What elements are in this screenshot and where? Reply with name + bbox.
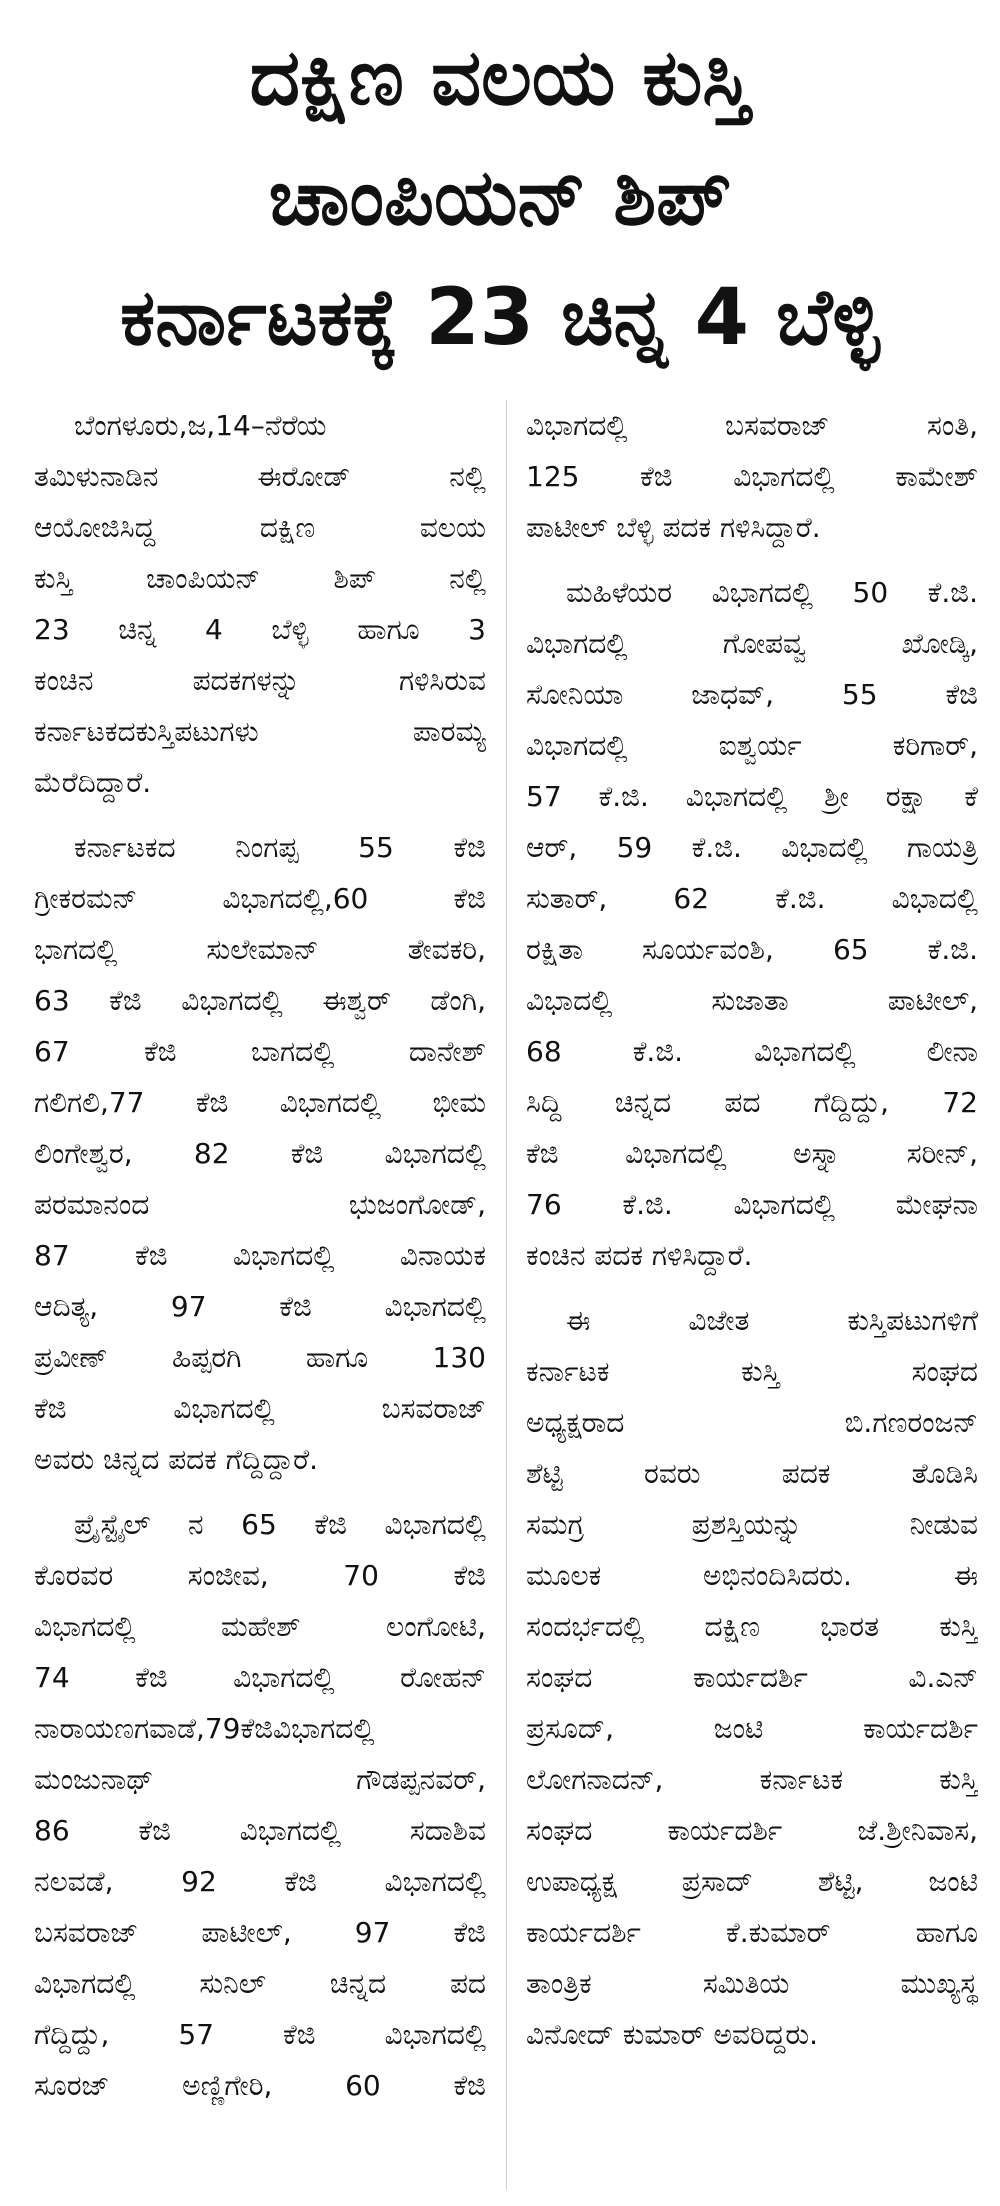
text-line: ಸಂಘದ ಕಾರ್ಯದರ್ಶಿ ಜೆ.ಶ್ರೀನಿವಾಸ, (526, 1814, 978, 1847)
text-line: ಉಪಾಧ್ಯಕ್ಷ ಪ್ರಸಾದ್ ಶೆಟ್ಟಿ, ಜಂಟಿ (526, 1865, 978, 1898)
paragraph (34, 1499, 486, 2111)
text-line: ಕರ್ನಾಟಕದಕುಸ್ತಿಪಟುಗಳು ಪಾರಮ್ಯ (34, 715, 486, 748)
text-line: 23 ಚಿನ್ನ 4 ಬೆಳ್ಳಿ ಹಾಗೂ 3 (34, 613, 486, 646)
right-column (526, 400, 978, 2190)
headline-line-3: ಕರ್ನಾಟಕಕ್ಕೆ 23 ಚಿನ್ನ 4 ಬೆಳ್ಳಿ (120, 273, 880, 363)
text-line: ತಮಿಳುನಾಡಿನ ಈರೋಡ್ ನಲ್ಲಿ (34, 460, 486, 493)
text-line: ಅಧ್ಯಕ್ಷರಾದ ಬಿ.ಗಣರಂಜನ್ (526, 1406, 978, 1439)
text-line: ಕೆಜಿ ವಿಭಾಗದಲ್ಲಿ ಬಸವರಾಜ್ (34, 1392, 486, 1425)
text-line: 87 ಕೆಜಿ ವಿಭಾಗದಲ್ಲಿ ವಿನಾಯಕ (34, 1239, 486, 1272)
text-line: ಕೆಜಿ ವಿಭಾಗದಲ್ಲಿ ಅಸ್ನಾ ಸರೀನ್, (526, 1137, 978, 1170)
text-line: ಪಾಟೀಲ್ ಬೆಳ್ಳಿ ಪದಕ ಗಳಿಸಿದ್ದಾರೆ. (526, 511, 821, 544)
text-line: ರಕ್ಷಿತಾ ಸೂರ್ಯವಂಶಿ, 65 ಕೆ.ಜಿ. (526, 933, 978, 966)
text-line: ಸಮಗ್ರ ಪ್ರಶಸ್ತಿಯನ್ನು ನೀಡುವ (526, 1508, 978, 1541)
text-line: ಆರ್, 59 ಕೆ.ಜಿ. ವಿಭಾದಲ್ಲಿ ಗಾಯತ್ರಿ (526, 831, 978, 864)
text-line: ಈ ವಿಜೇತ ಕುಸ್ತಿಪಟುಗಳಿಗೆ (566, 1304, 978, 1337)
text-line: ಅವರು ಚಿನ್ನದ ಪದಕ ಗೆದ್ದಿದ್ದಾರೆ. (34, 1443, 318, 1476)
column-divider (506, 400, 507, 2190)
text-line: ವಿಭಾಗದಲ್ಲಿ ಸುನಿಲ್ ಚಿನ್ನದ ಪದ (34, 1967, 486, 2000)
text-line: ಬಸವರಾಜ್ ಪಾಟೀಲ್, 97 ಕೆಜಿ (34, 1916, 486, 1949)
text-line: ಶೆಟ್ಟಿ ರವರು ಪದಕ ತೊಡಿಸಿ (526, 1457, 978, 1490)
text-line: ಸಂಘದ ಕಾರ್ಯದರ್ಶಿ ವಿ.ಎನ್ (526, 1661, 978, 1694)
text-line: 63 ಕೆಜಿ ವಿಭಾಗದಲ್ಲಿ ಈಶ್ವರ್ ಡೆಂಗಿ, (34, 984, 486, 1017)
text-line: 74 ಕೆಜಿ ವಿಭಾಗದಲ್ಲಿ ರೋಹನ್ (34, 1661, 486, 1694)
text-line: 76 ಕೆ.ಜಿ. ವಿಭಾಗದಲ್ಲಿ ಮೇಘನಾ (526, 1188, 978, 1221)
text-line: ಸುತಾರ್, 62 ಕೆ.ಜಿ. ವಿಭಾದಲ್ಲಿ (526, 882, 978, 915)
text-line: ವಿನೋದ್ ಕುಮಾರ್ ಅವರಿದ್ದರು. (526, 2018, 819, 2051)
text-line: ಕಾರ್ಯದರ್ಶಿ ಕೆ.ಕುಮಾರ್ ಹಾಗೂ (526, 1916, 978, 1949)
text-line: ಮಹಿಳೆಯರ ವಿಭಾಗದಲ್ಲಿ 50 ಕೆ.ಜಿ. (566, 576, 978, 609)
text-line: ಮೆರೆದಿದ್ದಾರೆ. (34, 766, 152, 799)
text-line: 57 ಕೆ.ಜಿ. ವಿಭಾಗದಲ್ಲಿ ಶ್ರೀ ರಕ್ಷಾ ಕೆ (526, 780, 978, 813)
text-line: ಆಯೋಜಿಸಿದ್ದ ದಕ್ಷಿಣ ವಲಯ (34, 511, 486, 544)
text-line: ಸಿದ್ದಿ ಚಿನ್ನದ ಪದ ಗೆದ್ದಿದ್ದು, 72 (526, 1086, 978, 1119)
text-line: ಪ್ರೈಸ್ಟೈಲ್ ನ 65 ಕೆಜಿ ವಿಭಾಗದಲ್ಲಿ (74, 1508, 486, 1541)
headline-line-2: ಚಾಂಪಿಯನ್ ಶಿಪ್ (268, 153, 732, 243)
paragraph (34, 822, 486, 1485)
text-line: ಆದಿತ್ಯ, 97 ಕೆಜಿ ವಿಭಾಗದಲ್ಲಿ (34, 1290, 486, 1323)
headline (20, 18, 980, 378)
text-line: ಕುಸ್ತಿ ಚಾಂಪಿಯನ್ ಶಿಪ್ ನಲ್ಲಿ (34, 562, 486, 595)
text-line: ತಾಂತ್ರಿಕ ಸಮಿತಿಯ ಮುಖ್ಯಸ್ಥ (526, 1967, 978, 2000)
text-line: ಪ್ರವೀಣ್ ಹಿಪ್ಪರಗಿ ಹಾಗೂ 130 (34, 1341, 486, 1374)
text-line: ವಿಭಾಗದಲ್ಲಿ ಗೋಪವ್ವ ಖೋಡ್ಕಿ, (526, 627, 978, 660)
text-line: ಸಂದರ್ಭದಲ್ಲಿ ದಕ್ಷಿಣ ಭಾರತ ಕುಸ್ತಿ (526, 1610, 978, 1643)
text-line: ಕಂಚಿನ ಪದಕ ಗಳಿಸಿದ್ದಾರೆ. (526, 1239, 753, 1272)
text-line: ವಿಭಾಗದಲ್ಲಿ ಬಸವರಾಜ್ ಸಂತಿ, (526, 409, 978, 442)
text-line: 68 ಕೆ.ಜಿ. ವಿಭಾಗದಲ್ಲಿ ಲೀನಾ (526, 1035, 978, 1068)
paragraph (526, 567, 978, 1281)
text-line: ಸೂರಜ್ ಅಣ್ಣಿಗೇರಿ, 60 ಕೆಜಿ (34, 2069, 486, 2102)
paragraph (34, 400, 486, 808)
text-line: ಬೆಂಗಳೂರು,ಜ,14–ನೆರೆಯ (74, 409, 327, 442)
article-body (34, 400, 980, 2190)
text-line: ಕೊರವರ ಸಂಜೀವ, 70 ಕೆಜಿ (34, 1559, 486, 1592)
text-line: ನಲವಡೆ, 92 ಕೆಜಿ ವಿಭಾಗದಲ್ಲಿ (34, 1865, 486, 1898)
paragraph (526, 1295, 978, 2060)
paragraph (526, 400, 978, 553)
left-column (34, 400, 486, 2190)
text-line: ಗ್ರೀಕರಮನ್ ವಿಭಾಗದಲ್ಲಿ,60 ಕೆಜಿ (34, 882, 486, 915)
headline-line-1: ದಕ್ಷಿಣ ವಲಯ ಕುಸ್ತಿ (249, 33, 751, 123)
text-line: ವಿಭಾಗದಲ್ಲಿ ಮಹೇಶ್ ಲಂಗೋಟಿ, (34, 1610, 486, 1643)
text-line: ಕಂಚಿನ ಪದಕಗಳನ್ನು ಗಳಿಸಿರುವ (34, 664, 486, 697)
text-line: ಲೋಗನಾದನ್, ಕರ್ನಾಟಕ ಕುಸ್ತಿ (526, 1763, 978, 1796)
text-line: ಭಾಗದಲ್ಲಿ ಸುಲೇಮಾನ್ ತೇವಕರಿ, (34, 933, 486, 966)
text-line: ಪರಮಾನಂದ ಭುಜಂಗೋಡ್, (34, 1188, 486, 1221)
text-line: ಗಲಿಗಲಿ,77 ಕೆಜಿ ವಿಭಾಗದಲ್ಲಿ ಭೀಮ (34, 1086, 486, 1119)
text-line: ಮೂಲಕ ಅಭಿನಂದಿಸಿದರು. ಈ (526, 1559, 978, 1592)
text-line: ಕರ್ನಾಟಕ ಕುಸ್ತಿ ಸಂಘದ (526, 1355, 978, 1388)
text-line: ಮಂಜುನಾಥ್ ಗೌಡಪ್ಪನವರ್, (34, 1763, 486, 1796)
text-line: ಸೋನಿಯಾ ಜಾಧವ್, 55 ಕೆಜಿ (526, 678, 978, 711)
text-line: 86 ಕೆಜಿ ವಿಭಾಗದಲ್ಲಿ ಸದಾಶಿವ (34, 1814, 486, 1847)
text-line: ನಾರಾಯಣಗವಾಡೆ,79ಕೆಜಿವಿಭಾಗದಲ್ಲಿ (34, 1712, 375, 1745)
text-line: ಲಿಂಗೇಶ್ವರ, 82 ಕೆಜಿ ವಿಭಾಗದಲ್ಲಿ (34, 1137, 486, 1170)
text-line: ವಿಭಾಗದಲ್ಲಿ ಐಶ್ವರ್ಯ ಕರಿಗಾರ್, (526, 729, 978, 762)
text-line: 67 ಕೆಜಿ ಬಾಗದಲ್ಲಿ ದಾನೇಶ್ (34, 1035, 486, 1068)
text-line: ಕರ್ನಾಟಕದ ನಿಂಗಪ್ಪ 55 ಕೆಜಿ (74, 831, 486, 864)
text-line: ಪ್ರಸೂದ್, ಜಂಟಿ ಕಾರ್ಯದರ್ಶಿ (526, 1712, 978, 1745)
text-line: ವಿಭಾದಲ್ಲಿ ಸುಜಾತಾ ಪಾಟೀಲ್, (526, 984, 978, 1017)
text-line: ಗೆದ್ದಿದ್ದು, 57 ಕೆಜಿ ವಿಭಾಗದಲ್ಲಿ (34, 2018, 486, 2051)
text-line: 125 ಕೆಜಿ ವಿಭಾಗದಲ್ಲಿ ಕಾಮೇಶ್ (526, 460, 978, 493)
